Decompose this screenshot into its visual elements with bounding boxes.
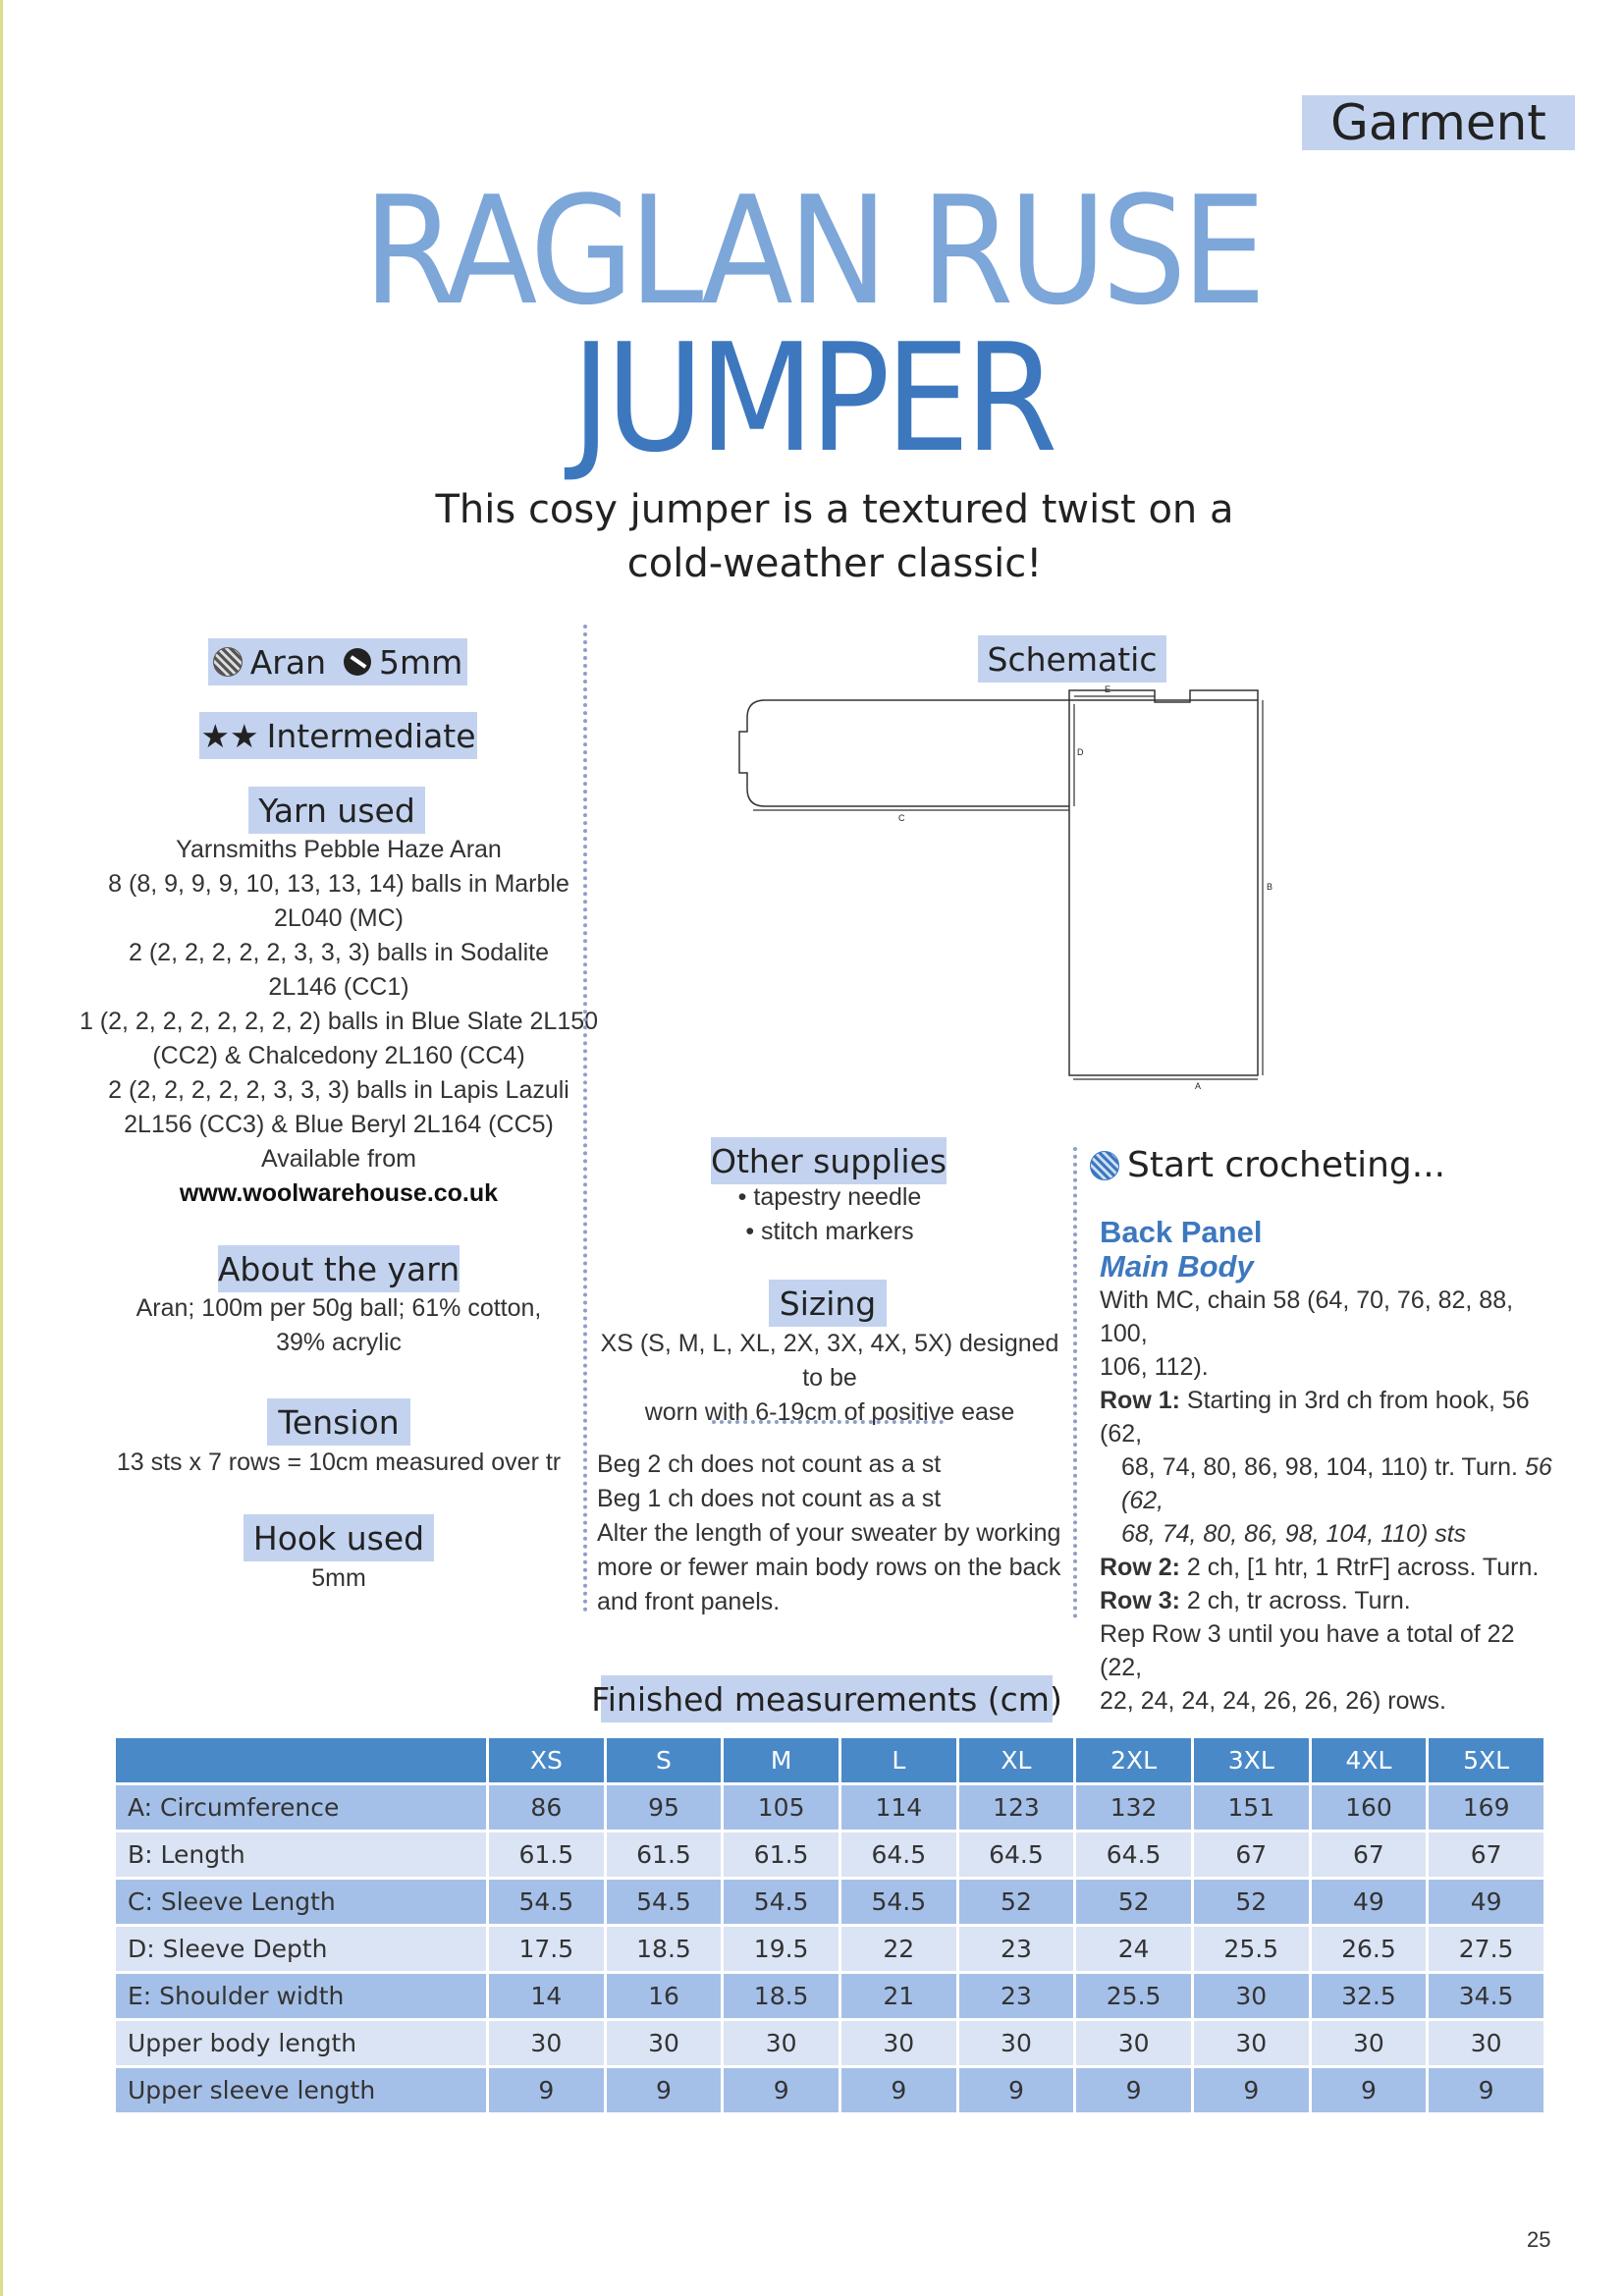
table-row — [115, 1784, 1545, 1831]
table-cell: 67 — [1192, 1831, 1310, 1879]
label-a: A — [1195, 1081, 1202, 1091]
category-tag: Garment — [1302, 95, 1575, 150]
dotted-separator — [712, 1420, 944, 1424]
section-title: Back Panel — [1100, 1215, 1263, 1249]
row-1-count — [1100, 1517, 1561, 1551]
table-cell: 61.5 — [488, 1831, 606, 1879]
table-cell: 22 — [839, 1926, 957, 1973]
table-cell: 151 — [1192, 1784, 1310, 1831]
table-cell: 67 — [1428, 1831, 1545, 1879]
label-d: D — [1077, 747, 1084, 757]
supply-item: • tapestry needle — [737, 1183, 922, 1211]
table-cell: 9 — [723, 2067, 840, 2114]
page-edge-strip — [0, 0, 3, 2296]
supplies-list — [589, 1180, 1070, 1249]
table-row — [115, 1973, 1545, 2020]
table-cell: 23 — [957, 1926, 1075, 1973]
sizing-line: worn with 6-19cm of positive ease — [644, 1398, 1015, 1426]
row-label: Row 2: — [1100, 1554, 1180, 1581]
neck-outline — [1069, 690, 1155, 700]
table-cell: 30 — [723, 2020, 840, 2067]
start-title: Start crocheting... — [1127, 1145, 1446, 1185]
size-header: 3XL — [1192, 1737, 1310, 1784]
hook-used-heading: Hook used — [244, 1514, 434, 1561]
note-line: more or fewer main body rows on the back — [597, 1554, 1061, 1581]
table-cell: 64.5 — [839, 1831, 957, 1879]
star-rating-icon: ★★ — [200, 716, 259, 755]
row-1-cont — [1100, 1450, 1561, 1517]
row-label: D: Sleeve Depth — [115, 1926, 488, 1973]
skill-level-badge — [199, 712, 477, 759]
label-c: C — [898, 813, 905, 823]
yarn-line: Available from — [261, 1145, 416, 1173]
table-cell: 9 — [1075, 2067, 1193, 2114]
yarn-line: 2L146 (CC1) — [268, 973, 409, 1001]
start-crocheting-heading — [1090, 1145, 1445, 1185]
column-divider-right — [1073, 1147, 1077, 1618]
repeat-line: 22, 24, 24, 24, 26, 26, 26) rows. — [1100, 1687, 1447, 1715]
hook-size: 5mm — [378, 642, 463, 682]
repeat-line: Rep Row 3 until you have a total of 22 (22, — [1100, 1620, 1515, 1681]
table-cell: 30 — [1310, 2020, 1428, 2067]
yarn-line: 2L156 (CC3) & Blue Beryl 2L164 (CC5) — [124, 1111, 554, 1138]
page-number: 25 — [1527, 2227, 1551, 2252]
yarn-weight: Aran — [249, 642, 326, 682]
row-1 — [1100, 1384, 1561, 1450]
table-header-row — [115, 1737, 1545, 1784]
row-label: C: Sleeve Length — [115, 1879, 488, 1926]
table-cell: 114 — [839, 1784, 957, 1831]
size-header: 2XL — [1075, 1737, 1193, 1784]
sizing-heading: Sizing — [769, 1280, 887, 1327]
tension-heading: Tension — [267, 1398, 410, 1446]
about-yarn-heading: About the yarn — [218, 1245, 460, 1292]
body-panel-outline — [1069, 700, 1258, 1075]
yarn-line: 8 (8, 9, 9, 9, 10, 13, 13, 14) balls in Marble — [108, 870, 569, 898]
sizing-line: XS (S, M, L, XL, 2X, 3X, 4X, 5X) designed to be — [600, 1330, 1059, 1392]
row-label: Row 1: — [1100, 1387, 1180, 1414]
row-text: Starting in 3rd ch from hook, 56 (62, — [1100, 1387, 1530, 1448]
stitch-count: 68, 74, 80, 86, 98, 104, 110) sts — [1121, 1520, 1467, 1548]
table-cell: 30 — [488, 2020, 606, 2067]
table-cell: 9 — [605, 2067, 723, 2114]
about-line: 39% acrylic — [276, 1329, 402, 1356]
row-text: 2 ch, tr across. Turn. — [1179, 1587, 1411, 1614]
row-label: Upper body length — [115, 2020, 488, 2067]
row-3 — [1100, 1584, 1561, 1617]
yarn-line: (CC2) & Chalcedony 2L160 (CC4) — [152, 1042, 525, 1069]
other-supplies-heading: Other supplies — [711, 1137, 947, 1184]
table-cell: 30 — [957, 2020, 1075, 2067]
row-label: Upper sleeve length — [115, 2067, 488, 2114]
table-cell: 9 — [1310, 2067, 1428, 2114]
table-cell: 30 — [1075, 2020, 1193, 2067]
table-cell: 21 — [839, 1973, 957, 2020]
table-cell: 16 — [605, 1973, 723, 2020]
size-header: M — [723, 1737, 840, 1784]
yarn-line: 1 (2, 2, 2, 2, 2, 2, 2, 2) balls in Blue Slate 2L150 — [79, 1008, 599, 1035]
table-cell: 54.5 — [488, 1879, 606, 1926]
title-line-1: RAGLAN RUSE — [362, 164, 1262, 338]
column-divider-left — [583, 625, 587, 1613]
table-cell: 17.5 — [488, 1926, 606, 1973]
table-row — [115, 2020, 1545, 2067]
size-header: 4XL — [1310, 1737, 1428, 1784]
row-label: B: Length — [115, 1831, 488, 1879]
row-label: E: Shoulder width — [115, 1973, 488, 2020]
table-cell: 30 — [1428, 2020, 1545, 2067]
size-header: L — [839, 1737, 957, 1784]
table-cell: 52 — [957, 1879, 1075, 1926]
table-row — [115, 2067, 1545, 2114]
table-cell: 123 — [957, 1784, 1075, 1831]
note-line: Alter the length of your sweater by working — [597, 1519, 1061, 1547]
table-cell: 54.5 — [723, 1879, 840, 1926]
intro-line: With MC, chain 58 (64, 70, 76, 82, 88, 100, — [1100, 1286, 1514, 1347]
table-cell: 23 — [957, 1973, 1075, 2020]
yarn-ball-icon — [1090, 1151, 1119, 1180]
table-cell: 25.5 — [1075, 1973, 1193, 2020]
table-cell: 30 — [839, 2020, 957, 2067]
yarn-line: 2L040 (MC) — [274, 904, 404, 932]
table-row — [115, 1831, 1545, 1879]
schematic-heading: Schematic — [978, 635, 1166, 683]
size-header: 5XL — [1428, 1737, 1545, 1784]
table-cell: 86 — [488, 1784, 606, 1831]
subsection-title: Main Body — [1100, 1249, 1254, 1284]
yarn-used-heading: Yarn used — [248, 787, 425, 834]
table-cell: 9 — [957, 2067, 1075, 2114]
label-e: E — [1105, 684, 1111, 694]
size-header: XS — [488, 1737, 606, 1784]
note-line: and front panels. — [597, 1588, 781, 1615]
yarn-used-text — [79, 833, 599, 1211]
size-header: XL — [957, 1737, 1075, 1784]
table-cell: 64.5 — [1075, 1831, 1193, 1879]
row-text: 68, 74, 80, 86, 98, 104, 110) tr. Turn. — [1121, 1453, 1525, 1481]
intro-line: 106, 112). — [1100, 1353, 1209, 1381]
table-cell: 132 — [1075, 1784, 1193, 1831]
table-cell: 160 — [1310, 1784, 1428, 1831]
yarn-ball-icon — [213, 647, 243, 677]
schematic-diagram — [727, 683, 1355, 1105]
table-cell: 14 — [488, 1973, 606, 2020]
row-label: A: Circumference — [115, 1784, 488, 1831]
table-cell: 52 — [1075, 1879, 1193, 1926]
yarn-weight-badge — [208, 638, 467, 685]
website-link[interactable]: www.woolwarehouse.co.uk — [179, 1179, 499, 1207]
table-cell: 30 — [605, 2020, 723, 2067]
pattern-instructions — [1100, 1215, 1561, 1718]
table-cell: 34.5 — [1428, 1973, 1545, 2020]
table-cell: 9 — [488, 2067, 606, 2114]
table-cell: 32.5 — [1310, 1973, 1428, 2020]
table-cell: 30 — [1192, 1973, 1310, 2020]
table-cell: 18.5 — [723, 1973, 840, 2020]
table-cell: 52 — [1192, 1879, 1310, 1926]
tension-text: 13 sts x 7 rows = 10cm measured over tr — [116, 1449, 562, 1476]
yarn-line: 2 (2, 2, 2, 2, 2, 3, 3, 3) balls in Sodalite — [128, 939, 550, 966]
about-yarn-text — [79, 1291, 599, 1360]
table-cell: 25.5 — [1192, 1926, 1310, 1973]
supply-item: • stitch markers — [745, 1218, 914, 1245]
table-cell: 24 — [1075, 1926, 1193, 1973]
table-cell: 26.5 — [1310, 1926, 1428, 1973]
table-cell: 9 — [1192, 2067, 1310, 2114]
subtitle: This cosy jumper is a textured twist on a cold-weather classic! — [435, 487, 1234, 586]
table-cell: 61.5 — [605, 1831, 723, 1879]
table-row — [115, 1926, 1545, 1973]
table-cell: 95 — [605, 1784, 723, 1831]
table-cell: 49 — [1310, 1879, 1428, 1926]
table-cell: 169 — [1428, 1784, 1545, 1831]
hook-icon — [344, 648, 371, 676]
measurements-table — [113, 1735, 1546, 2115]
table-cell: 54.5 — [605, 1879, 723, 1926]
note-line: Beg 1 ch does not count as a st — [597, 1485, 942, 1512]
row-text: 2 ch, [1 htr, 1 RtrF] across. Turn. — [1179, 1554, 1540, 1581]
yarn-line: 2 (2, 2, 2, 2, 2, 3, 3, 3) balls in Lapis Lazuli — [108, 1076, 569, 1104]
table-cell: 67 — [1310, 1831, 1428, 1879]
table-cell: 19.5 — [723, 1926, 840, 1973]
table-cell: 54.5 — [839, 1879, 957, 1926]
about-line: Aran; 100m per 50g ball; 61% cotton, — [135, 1294, 542, 1322]
table-cell: 18.5 — [605, 1926, 723, 1973]
sleeve-outline — [739, 700, 1069, 806]
label-b: B — [1267, 882, 1273, 892]
table-cell: 64.5 — [957, 1831, 1075, 1879]
table-cell: 105 — [723, 1784, 840, 1831]
table-row — [115, 1879, 1545, 1926]
sizing-text — [589, 1327, 1070, 1430]
notes-text — [597, 1448, 1078, 1619]
table-cell: 27.5 — [1428, 1926, 1545, 1973]
table-cell: 61.5 — [723, 1831, 840, 1879]
table-cell: 9 — [839, 2067, 957, 2114]
measurements-heading: Finished measurements (cm) — [601, 1675, 1053, 1722]
table-cell: 49 — [1428, 1879, 1545, 1926]
row-label: Row 3: — [1100, 1587, 1180, 1614]
yarn-line: Yarnsmiths Pebble Haze Aran — [176, 836, 502, 863]
stitch-count: 56 (62, — [1121, 1453, 1552, 1514]
title-line-2: JUMPER — [570, 311, 1054, 485]
table-cell: 9 — [1428, 2067, 1545, 2114]
header-blank — [115, 1737, 488, 1784]
row-2 — [1100, 1551, 1561, 1584]
note-line: Beg 2 ch does not count as a st — [597, 1450, 942, 1478]
size-header: S — [605, 1737, 723, 1784]
skill-level: Intermediate — [266, 716, 476, 755]
hook-used-text: 5mm — [311, 1564, 366, 1592]
table-cell: 30 — [1192, 2020, 1310, 2067]
